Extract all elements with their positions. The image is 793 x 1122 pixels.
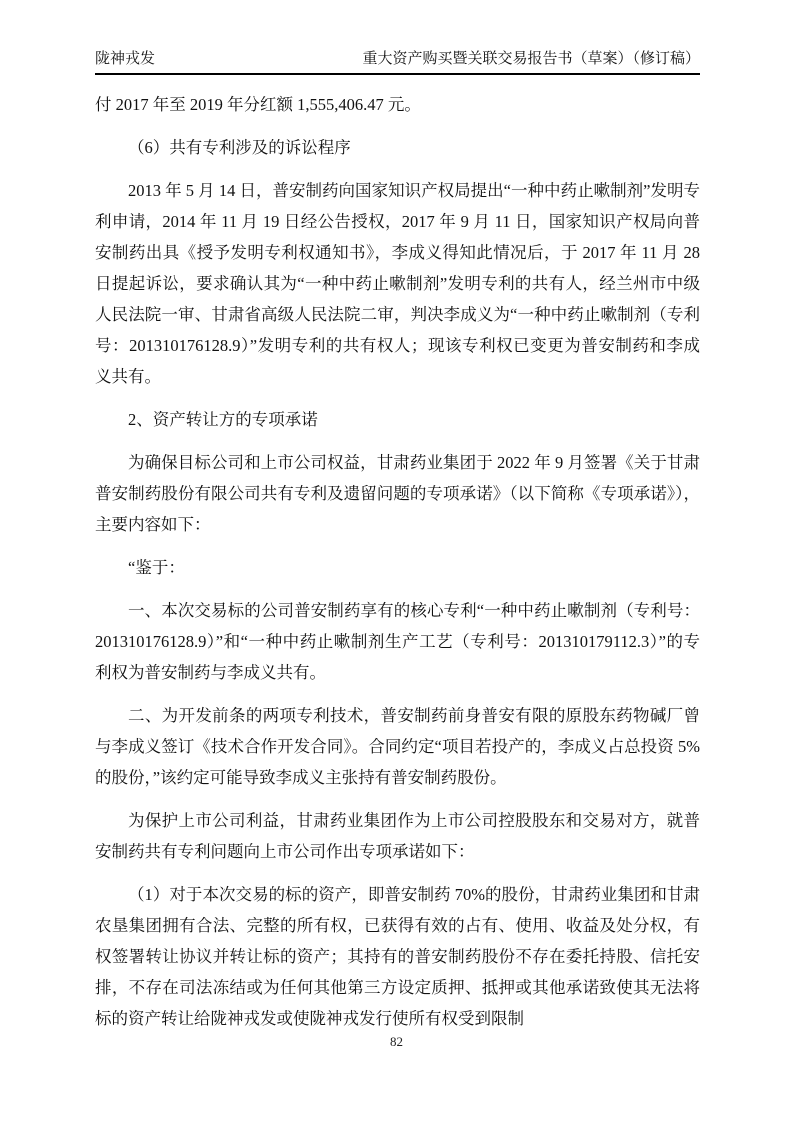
paragraph-commitment-intro: 为确保目标公司和上市公司权益，甘肃药业集团于 2022 年 9 月签署《关于甘肃普安制药股份有限公司共有专利及遗留问题的专项承诺》（以下简称《专项承诺》），主要内容如下： <box>95 453 700 534</box>
page-footer <box>0 1034 793 1050</box>
paragraph-litigation-history: 2013 年 5 月 14 日，普安制药向国家知识产权局提出“一种中药止嗽制剂”发明专利申请，2014 年 11 月 19 日经公告授权，2017 年 9 月 11 日，国家知识产权局向普安制药出具《授予发明专利权通知书》，李成义得知此情况后，于 2017 年 11 月 28 日提起诉讼，要求确认其为“一种中药止嗽制剂”发明专利的共有人，经兰州市中级人民法院一审、甘肃省高级人民法院二审，判决李成义为“一种中药止嗽制剂（专利号：201310176128.9）”发明专利的共有权人；现该专利权已变更为普安制药和李成义共有。 <box>95 181 700 386</box>
header-report-title: 重大资产购买暨关联交易报告书（草案）（修订稿） <box>362 51 700 67</box>
paragraph-item-one: 一、本次交易标的公司普安制药享有的核心专利“一种中药止嗽制剂（专利号：201310176128.9）”和“一种中药止嗽制剂生产工艺（专利号：201310179112.3）”的专利权为普安制药与李成义共有。 <box>95 601 700 682</box>
paragraph-commitment-1: （1）对于本次交易的标的资产，即普安制药 70%的股份，甘肃药业集团和甘肃农垦集团拥有合法、完整的所有权，已获得有效的占有、使用、收益及处分权，有权签署转让协议并转让标的资产；其持有的普安制药股份不存在委托持股、信托安排，不存在司法冻结或为任何其他第三方设定质押、抵押或其他承诺致使其无法将标的资产转让给陇神戎发或使陇神戎发行使所有权受到限制 <box>95 885 700 1028</box>
header-company-name: 陇神戎发 <box>95 51 156 67</box>
paragraph-protection-intro: 为保护上市公司利益，甘肃药业集团作为上市公司控股股东和交易对方，就普安制药共有专利问题向上市公司作出专项承诺如下： <box>95 811 700 861</box>
section-heading-litigation: （6）共有专利涉及的诉讼程序 <box>128 138 351 157</box>
section-heading-commitments: 2、资产转让方的专项承诺 <box>128 410 318 429</box>
page-header <box>95 50 700 75</box>
paragraph-item-two: 二、为开发前条的两项专利技术，普安制药前身普安有限的原股东药物碱厂曾与李成义签订《技术合作开发合同》。合同约定“项目若投产的，李成义占总投资 5%的股份，”该约定可能导致李成义主张持有普安制药股份。 <box>95 706 700 787</box>
paragraph-whereas: “鉴于： <box>128 558 185 577</box>
paragraph-continuation: 付 2017 年至 2019 年分红额 1,555,406.47 元。 <box>95 95 421 114</box>
page-number: 82 <box>390 1034 403 1049</box>
document-body <box>95 89 700 1046</box>
